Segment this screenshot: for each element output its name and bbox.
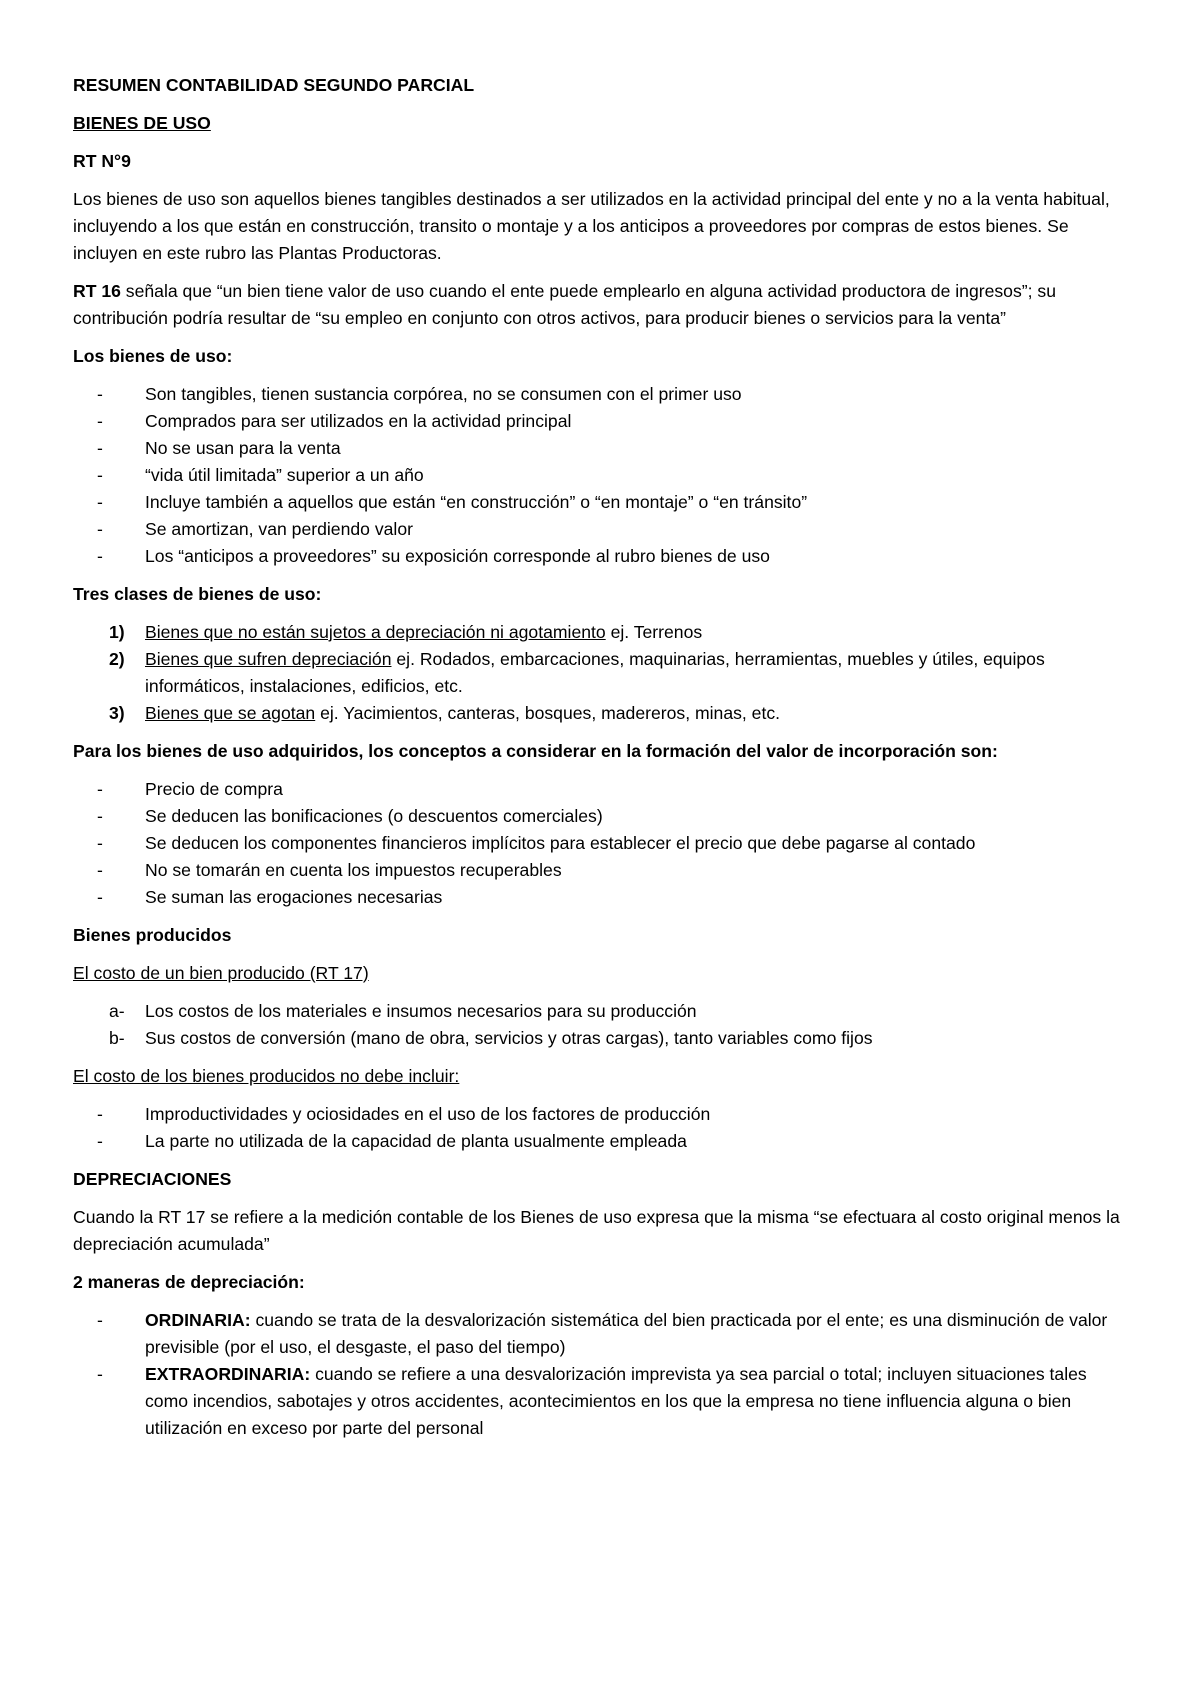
list-item: - Se suman las erogaciones necesarias xyxy=(97,887,443,907)
list-item: - Incluye también a aquellos que están “en construcción” o “en montaje” o “en tránsito” xyxy=(97,492,808,512)
list-costos xyxy=(73,998,1130,1052)
list-item: - ORDINARIA: cuando se trata de la desvalorización sistemática del bien practicada por el ente; es una disminución de valor previsible (por el uso, el desgaste, el paso del tiempo) xyxy=(97,1310,1108,1357)
list-item: - Los “anticipos a proveedores” su exposición corresponde al rubro bienes de uso xyxy=(97,546,770,566)
list-item: - Se deducen los componentes financieros implícitos para establecer el precio que debe pagarse al contado xyxy=(97,833,976,853)
list-item: 3) Bienes que se agotan ej. Yacimientos, canteras, bosques, madereros, minas, etc. xyxy=(109,703,781,723)
subheading-rt9: RT N°9 xyxy=(73,151,131,171)
paragraph-definition: Los bienes de uso son aquellos bienes tangibles destinados a ser utilizados en la actividad principal del ente y no a la venta habitual, incluyendo a los que están en construcción, transito o montaje y a los anticipos a proveedores por compras de estos bienes. Se incluyen en este rubro las Plantas Productoras. xyxy=(73,189,1110,263)
list-exclusiones xyxy=(73,1101,1130,1155)
document-title: RESUMEN CONTABILIDAD SEGUNDO PARCIAL xyxy=(73,75,475,95)
paragraph-rt16 xyxy=(73,278,1130,332)
list-item: - Se deducen las bonificaciones (o descuentos comerciales) xyxy=(97,806,603,826)
rt16-text: señala que “un bien tiene valor de uso cuando el ente puede emplearlo en alguna actividad productora de ingresos”; su contribución podría resultar de “su empleo en conjunto con otros activos, para producir bienes o servicios para la venta” xyxy=(73,281,1056,328)
list-item: a- Los costos de los materiales e insumos necesarios para su producción xyxy=(109,1001,697,1021)
section-heading-bienes-de-uso: BIENES DE USO xyxy=(73,113,211,133)
subheading-costo-bien-producido: El costo de un bien producido (RT 17) xyxy=(73,963,369,983)
section-heading-depreciaciones: DEPRECIACIONES xyxy=(73,1169,232,1189)
list-characteristics xyxy=(73,381,1130,570)
list-item: - La parte no utilizada de la capacidad de planta usualmente empleada xyxy=(97,1131,687,1151)
list-item: - No se tomarán en cuenta los impuestos recuperables xyxy=(97,860,562,880)
list-maneras xyxy=(73,1307,1130,1442)
list-item: - Improductividades y ociosidades en el uso de los factores de producción xyxy=(97,1104,711,1124)
list-item: - Se amortizan, van perdiendo valor xyxy=(97,519,413,539)
list-clases xyxy=(73,619,1130,727)
heading-tres-clases: Tres clases de bienes de uso: xyxy=(73,584,322,604)
subheading-no-incluir: El costo de los bienes producidos no debe incluir: xyxy=(73,1066,460,1086)
paragraph-rt17: Cuando la RT 17 se refiere a la medición contable de los Bienes de uso expresa que la misma “se efectuara al costo original menos la depreciación acumulada” xyxy=(73,1207,1120,1254)
list-item: - No se usan para la venta xyxy=(97,438,341,458)
heading-adquiridos: Para los bienes de uso adquiridos, los conceptos a considerar en la formación del valor de incorporación son: xyxy=(73,741,998,761)
list-item: - EXTRAORDINARIA: cuando se refiere a una desvalorización imprevista ya sea parcial o total; incluyen situaciones tales como incendios, sabotajes y otros accidentes, acontecimientos en los que la empresa no tiene influencia alguna o bien utilización en exceso por parte del personal xyxy=(97,1364,1087,1438)
list-item: - Precio de compra xyxy=(97,779,283,799)
list-item: - Comprados para ser utilizados en la actividad principal xyxy=(97,411,572,431)
rt16-label: RT 16 xyxy=(73,281,121,301)
heading-bienes-producidos: Bienes producidos xyxy=(73,925,232,945)
list-item: - Son tangibles, tienen sustancia corpórea, no se consumen con el primer uso xyxy=(97,384,742,404)
list-item: b- Sus costos de conversión (mano de obra, servicios y otras cargas), tanto variables como fijos xyxy=(109,1028,873,1048)
heading-los-bienes-de-uso: Los bienes de uso: xyxy=(73,346,233,366)
list-item: 1) Bienes que no están sujetos a depreciación ni agotamiento ej. Terrenos xyxy=(109,622,703,642)
list-item: - “vida útil limitada” superior a un año xyxy=(97,465,424,485)
list-item: 2) Bienes que sufren depreciación ej. Rodados, embarcaciones, maquinarias, herramientas, muebles y útiles, equipos informáticos, instalaciones, edificios, etc. xyxy=(109,649,1045,696)
heading-maneras-depreciacion: 2 maneras de depreciación: xyxy=(73,1272,305,1292)
list-conceptos xyxy=(73,776,1130,911)
